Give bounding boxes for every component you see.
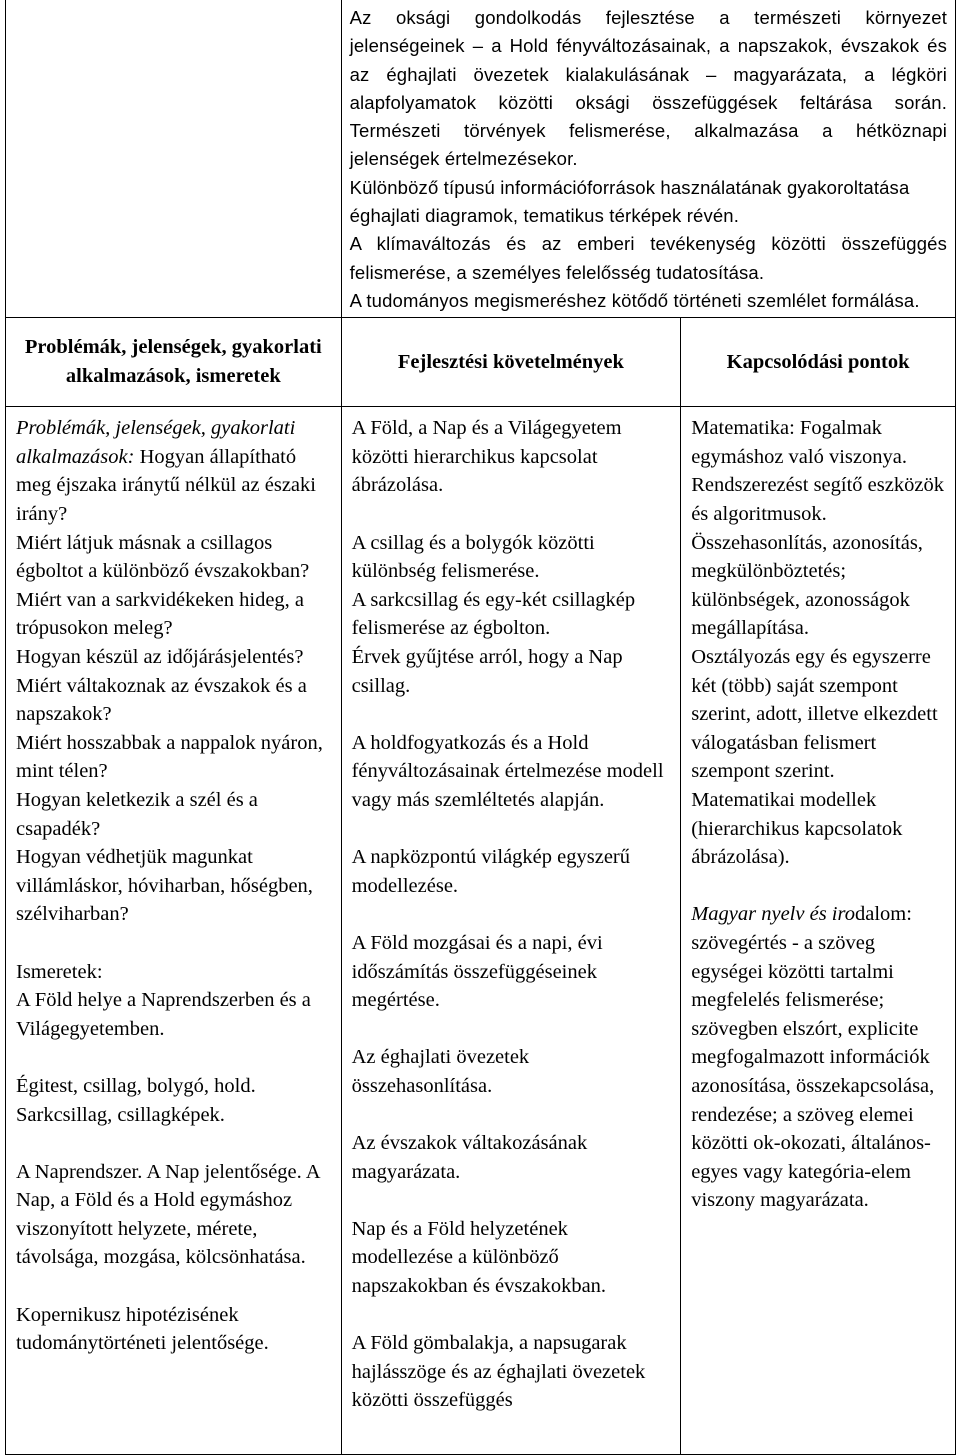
- requirements-cell: [341, 407, 681, 1455]
- header-row: [6, 318, 956, 407]
- header-development-requirements: Fejlesztési követelmények: [341, 318, 681, 407]
- requirement-item: A Föld, a Nap és a Világegyetem közötti hierarchikus kapcsolat ábrázolása.: [351, 417, 622, 497]
- curriculum-table: [5, 0, 956, 1455]
- problem-item: Miért hosszabbak a nappalok nyáron, mint télen?: [16, 731, 323, 783]
- math-connection: Osztályozás egy és egyszerre két (több) saját szempont szerint, adott, illetve elkezdett válogatásban felismert szempont szerint.: [691, 646, 938, 783]
- requirement-item: Az éghajlati övezetek összehasonlítása.: [351, 1046, 530, 1097]
- header-problems-knowledge: Problémák, jelenségek, gyakorlati alkalmazások, ismeretek: [6, 318, 342, 407]
- problem-item: Hogyan védhetjük magunkat villámláskor, hóviharban, hőségben, szélviharban?: [16, 846, 313, 926]
- requirement-item: Az évszakok váltakozásának magyarázata.: [351, 1132, 588, 1183]
- empty-top-left-cell: [6, 0, 342, 318]
- problem-item: Hogyan készül az időjárásjelentés?: [16, 646, 304, 669]
- knowledge-item: Kopernikusz hipotézisének tudománytörténeti jelentősége.: [16, 1303, 269, 1355]
- requirement-item: Érvek gyűjtése arról, hogy a Nap csillag.: [351, 646, 623, 697]
- literature-connection: [691, 900, 947, 1215]
- requirement-item: A Föld mozgásai és a napi, évi időszámítás összefüggéseinek megértése.: [351, 931, 603, 1012]
- problem-item: Hogyan állapítható meg éjszaka iránytű nélkül az északi irány?: [16, 445, 316, 526]
- objective-historical-view: A tudományos megismeréshez kötődő történeti szemlélet formálása.: [349, 289, 920, 311]
- objectives-row: [6, 0, 956, 318]
- knowledge-item: A Föld helye a Naprendszerben és a Világegyetemben.: [16, 989, 311, 1040]
- math-connection: Rendszerezést segítő eszközök és algoritmusok.: [691, 474, 944, 526]
- knowledge-item: Égitest, csillag, bolygó, hold. Sarkcsillag, csillagképek.: [16, 1074, 256, 1126]
- connection-points-cell: [681, 407, 956, 1455]
- math-connection: Összehasonlítás, azonosítás, megkülönböztetés; különbségek, azonosságok megállapítása.: [691, 531, 923, 640]
- problem-item: Miért van a sarkvidékeken hideg, a trópusokon meleg?: [16, 588, 305, 640]
- requirement-item: A csillag és a bolygók közötti különbség felismerése.: [351, 531, 595, 583]
- math-connection: Matematika: Fogalmak egymáshoz való viszonya.: [691, 417, 907, 468]
- problem-item: Miért váltakoznak az évszakok és a napszakok?: [16, 674, 307, 726]
- requirement-item: A napközpontú világkép egyszerű modellezése.: [351, 846, 630, 897]
- requirement-item: A holdfogyatkozás és a Hold fényváltozásainak értelmezése modell vagy más szemléltetés alapján.: [351, 731, 664, 811]
- math-connection: Matematikai modellek (hierarchikus kapcsolatok ábrázolása).: [691, 788, 903, 869]
- problems-block: [16, 414, 333, 528]
- problem-item: Miért látjuk másnak a csillagos égboltot a különböző évszakokban?: [16, 531, 310, 583]
- development-objectives: [341, 0, 955, 318]
- literature-label: Magyar nyelv és iro: [691, 903, 855, 926]
- header-connection-points: Kapcsolódási pontok: [681, 318, 956, 407]
- problems-knowledge-cell: [6, 407, 342, 1455]
- problem-item: Hogyan keletkezik a szél és a csapadék?: [16, 788, 258, 840]
- problems-label: Problémák, jelenségek, gyakorlati alkalmazások:: [16, 417, 296, 468]
- objective-causal-thinking: Az oksági gondolkodás fejlesztése a természeti környezet jelenségeinek – a Hold fényváltozásainak, a napszakok, évszakok és az éghajlati övezetek kialakulásának – magyarázata, a légköri alapfolyamatok közötti oksági összefüggések feltárása során. Természeti törvények felismerése, alkalmazása a hétköznapi jelenségek értelmezésekor.: [349, 7, 947, 170]
- objective-climate-change: A klímaváltozás és az emberi tevékenység közötti összefüggés felismerése, a személyes felelősség tudatosítása.: [349, 233, 947, 283]
- literature-text: dalom: szövegértés - a szöveg egységei közötti tartalmi megfelelés felismerése; szövegben elszórt, explicite megfogalmazott információk azonosítása, összekapcsolása, rendezése; a szöveg elemei közötti ok-okozati, általános-egyes vagy kategória-elem viszony magyarázata.: [691, 903, 935, 1212]
- content-row: [6, 407, 956, 1455]
- requirement-item: A sarkcsillag és egy-két csillagkép felismerése az égbolton.: [351, 588, 636, 640]
- objective-information-sources: Különböző típusú információforrások használatának gyakoroltatása éghajlati diagramok, tematikus térképek révén.: [349, 176, 910, 227]
- requirement-item: Nap és a Föld helyzetének modellezése a különböző napszakokban és évszakokban.: [351, 1217, 607, 1298]
- knowledge-item: A Naprendszer. A Nap jelentősége. A Nap, a Föld és a Hold egymáshoz viszonyított helyzete, mérete, távolsága, mozgása, kölcsönhatása.: [16, 1160, 320, 1269]
- knowledge-label: Ismeretek:: [16, 960, 103, 983]
- requirement-item: A Föld gömbalakja, a napsugarak hajlásszöge és az éghajlati övezetek közötti összefüggés: [351, 1332, 646, 1412]
